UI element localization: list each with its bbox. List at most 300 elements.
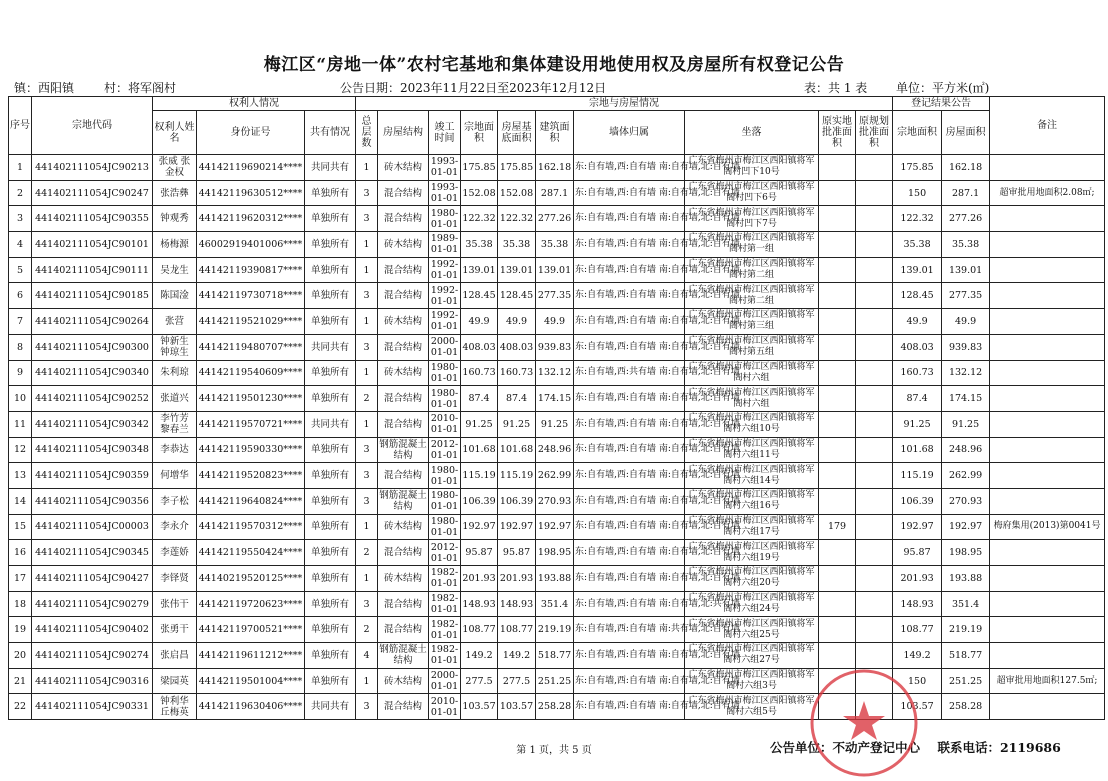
row-completion: 2012-01-01 [429, 437, 461, 463]
row-id-no: 44142119730718**** [197, 283, 305, 309]
row-structure: 混合结构 [378, 694, 429, 720]
row-floors: 3 [356, 591, 378, 617]
row-floors: 3 [356, 694, 378, 720]
row-remark [990, 155, 1105, 181]
row-owner-name: 李铎贤 [153, 566, 197, 592]
row-share: 共同共有 [305, 155, 356, 181]
row-floors: 2 [356, 386, 378, 412]
row-location: 广东省梅州市梅江区西阳镇将军阁村六组14号 [685, 463, 819, 489]
row-remark [990, 334, 1105, 360]
row-result-house: 251.25 [942, 668, 990, 694]
row-owner-name: 张勇干 [153, 617, 197, 643]
row-location: 广东省梅州市梅江区西阳镇将军阁村第二组 [685, 283, 819, 309]
row-base-area: 91.25 [498, 411, 536, 437]
row-owner-name: 何增华 [153, 463, 197, 489]
row-land-area: 108.77 [461, 617, 498, 643]
table-row [9, 206, 1105, 232]
table-row [9, 334, 1105, 360]
table-row [9, 643, 1105, 669]
row-parcel-code: 441402111054JC90264 [32, 309, 153, 335]
row-build-area: 91.25 [536, 411, 574, 437]
row-remark [990, 591, 1105, 617]
row-remark [990, 360, 1105, 386]
row-seq: 1 [9, 155, 32, 181]
row-floors: 4 [356, 643, 378, 669]
row-structure: 砖木结构 [378, 155, 429, 181]
row-structure: 混合结构 [378, 591, 429, 617]
row-parcel-code: 441402111054JC90247 [32, 180, 153, 206]
row-wall: 东:自有墙,西:自有墙 南:自有墙,北:自有墙 [574, 411, 685, 437]
row-structure: 砖木结构 [378, 566, 429, 592]
row-location: 广东省梅州市梅江区西阳镇将军阁村六组16号 [685, 488, 819, 514]
row-location: 广东省梅州市梅江区西阳镇将军阁村凹下7号 [685, 206, 819, 232]
row-result-land: 148.93 [893, 591, 942, 617]
row-orig-land: 179 [819, 514, 856, 540]
row-remark: 超审批用地面积127.5㎡; [990, 668, 1105, 694]
row-wall: 东:自有墙,西:自有墙 南:自有墙,北:自有墙 [574, 694, 685, 720]
header-result-group: 登记结果公告 [893, 97, 990, 111]
row-id-no: 44142119520823**** [197, 463, 305, 489]
header-share: 共有情况 [305, 111, 356, 155]
row-result-land: 108.77 [893, 617, 942, 643]
row-floors: 3 [356, 463, 378, 489]
row-parcel-code: 441402111054JC90427 [32, 566, 153, 592]
row-result-land: 49.9 [893, 309, 942, 335]
row-orig-plan [856, 257, 893, 283]
header-floors: 总层数 [356, 111, 378, 155]
row-completion: 2000-01-01 [429, 334, 461, 360]
row-base-area: 175.85 [498, 155, 536, 181]
row-share: 单独所有 [305, 232, 356, 258]
row-remark [990, 488, 1105, 514]
row-wall: 东:自有墙,西:自有墙 南:自有墙,北:自有墙 [574, 463, 685, 489]
row-id-no: 44142119540609**** [197, 360, 305, 386]
row-owner-name: 陈国淦 [153, 283, 197, 309]
row-result-land: 139.01 [893, 257, 942, 283]
row-land-area: 149.2 [461, 643, 498, 669]
row-orig-land [819, 180, 856, 206]
table-row [9, 488, 1105, 514]
row-result-house: 277.35 [942, 283, 990, 309]
row-result-house: 939.83 [942, 334, 990, 360]
row-base-area: 49.9 [498, 309, 536, 335]
row-result-land: 95.87 [893, 540, 942, 566]
row-result-land: 35.38 [893, 232, 942, 258]
footer-phone: 联系电话：2119686 [937, 740, 1061, 755]
row-owner-name: 张威 张金权 [153, 155, 197, 181]
row-floors: 3 [356, 206, 378, 232]
row-wall: 东:自有墙,西:自有墙 南:自有墙,北:自有墙 [574, 643, 685, 669]
row-share: 单独所有 [305, 514, 356, 540]
row-seq: 8 [9, 334, 32, 360]
header-seq: 序号 [9, 97, 32, 155]
row-share: 共同共有 [305, 411, 356, 437]
table-row [9, 617, 1105, 643]
row-orig-plan [856, 180, 893, 206]
header-orig-land: 原实地批准面积 [819, 111, 856, 155]
row-orig-land [819, 386, 856, 412]
row-orig-land [819, 309, 856, 335]
row-wall: 东:自有墙,西:自有墙 南:自有墙,北:共有墙 [574, 591, 685, 617]
row-id-no: 44142119640824**** [197, 488, 305, 514]
row-completion: 1992-01-01 [429, 257, 461, 283]
row-owner-name: 张浩彝 [153, 180, 197, 206]
row-wall: 东:自有墙,西:自有墙 南:自有墙,北:自有墙 [574, 488, 685, 514]
row-orig-plan [856, 283, 893, 309]
row-base-area: 139.01 [498, 257, 536, 283]
row-share: 单独所有 [305, 463, 356, 489]
row-location: 广东省梅州市梅江区西阳镇将军阁村六组3号 [685, 668, 819, 694]
row-build-area: 193.88 [536, 566, 574, 592]
row-id-no: 44142119570312**** [197, 514, 305, 540]
row-orig-land [819, 232, 856, 258]
meta-village: 村：将军阁村 [104, 81, 177, 95]
official-seal-stamp [808, 667, 920, 779]
row-floors: 1 [356, 155, 378, 181]
header-base-area: 房屋基底面积 [498, 111, 536, 155]
header-remark: 备注 [990, 97, 1105, 155]
header-build-area: 建筑面积 [536, 111, 574, 155]
row-parcel-code: 441402111054JC90252 [32, 386, 153, 412]
row-result-land: 201.93 [893, 566, 942, 592]
row-orig-land [819, 463, 856, 489]
row-result-house: 193.88 [942, 566, 990, 592]
row-result-house: 139.01 [942, 257, 990, 283]
row-orig-plan [856, 232, 893, 258]
row-land-area: 192.97 [461, 514, 498, 540]
row-completion: 2010-01-01 [429, 411, 461, 437]
meta-tables: 表：共 1 表 [804, 81, 868, 95]
row-wall: 东:自有墙,西:自有墙 南:自有墙,北:自有墙 [574, 155, 685, 181]
row-seq: 10 [9, 386, 32, 412]
row-result-land: 128.45 [893, 283, 942, 309]
row-orig-plan [856, 155, 893, 181]
row-result-house: 219.19 [942, 617, 990, 643]
row-seq: 12 [9, 437, 32, 463]
row-land-area: 91.25 [461, 411, 498, 437]
table-row [9, 694, 1105, 720]
row-id-no: 44142119390817**** [197, 257, 305, 283]
row-floors: 1 [356, 514, 378, 540]
row-share: 单独所有 [305, 283, 356, 309]
row-wall: 东:自有墙,西:自有墙 南:自有墙,北:自有墙 [574, 386, 685, 412]
row-seq: 18 [9, 591, 32, 617]
row-seq: 3 [9, 206, 32, 232]
row-result-land: 115.19 [893, 463, 942, 489]
table-row [9, 437, 1105, 463]
header-wall: 墙体归属 [574, 111, 685, 155]
row-remark [990, 309, 1105, 335]
row-parcel-code: 441402111054JC90111 [32, 257, 153, 283]
row-wall: 东:自有墙,西:共有墙 南:自有墙,北:自有墙 [574, 360, 685, 386]
row-id-no: 44142119590330**** [197, 437, 305, 463]
row-orig-plan [856, 411, 893, 437]
row-orig-land [819, 437, 856, 463]
row-structure: 砖木结构 [378, 514, 429, 540]
row-owner-name: 杨梅源 [153, 232, 197, 258]
row-land-area: 122.32 [461, 206, 498, 232]
row-parcel-code: 441402111054JC90185 [32, 283, 153, 309]
row-result-house: 198.95 [942, 540, 990, 566]
row-completion: 1980-01-01 [429, 488, 461, 514]
row-orig-plan [856, 643, 893, 669]
row-build-area: 132.12 [536, 360, 574, 386]
table-row [9, 386, 1105, 412]
row-result-land: 106.39 [893, 488, 942, 514]
row-land-area: 103.57 [461, 694, 498, 720]
row-owner-name: 李子松 [153, 488, 197, 514]
row-id-no: 44142119480707**** [197, 334, 305, 360]
meta-unit: 单位：平方米(㎡) [896, 81, 990, 95]
row-floors: 3 [356, 488, 378, 514]
row-owner-name: 李恭达 [153, 437, 197, 463]
row-base-area: 122.32 [498, 206, 536, 232]
row-share: 单独所有 [305, 360, 356, 386]
row-result-house: 91.25 [942, 411, 990, 437]
row-parcel-code: 441402111054JC90359 [32, 463, 153, 489]
row-result-house: 287.1 [942, 180, 990, 206]
row-structure: 砖木结构 [378, 668, 429, 694]
row-land-area: 408.03 [461, 334, 498, 360]
row-seq: 11 [9, 411, 32, 437]
row-result-land: 160.73 [893, 360, 942, 386]
row-result-house: 351.4 [942, 591, 990, 617]
row-build-area: 174.15 [536, 386, 574, 412]
page-title: 梅江区“房地一体”农村宅基地和集体建设用地使用权及房屋所有权登记公告 [263, 55, 845, 75]
row-owner-name: 张伟干 [153, 591, 197, 617]
row-seq: 17 [9, 566, 32, 592]
row-orig-plan [856, 617, 893, 643]
row-location: 广东省梅州市梅江区西阳镇将军阁村六组27号 [685, 643, 819, 669]
row-floors: 2 [356, 540, 378, 566]
row-orig-land [819, 206, 856, 232]
row-parcel-code: 441402111054JC90213 [32, 155, 153, 181]
row-floors: 3 [356, 180, 378, 206]
row-completion: 1982-01-01 [429, 643, 461, 669]
row-share: 单独所有 [305, 309, 356, 335]
row-floors: 1 [356, 309, 378, 335]
row-location: 广东省梅州市梅江区西阳镇将军阁村六组25号 [685, 617, 819, 643]
row-base-area: 106.39 [498, 488, 536, 514]
table-row [9, 540, 1105, 566]
row-remark [990, 411, 1105, 437]
row-base-area: 115.19 [498, 463, 536, 489]
table-row [9, 180, 1105, 206]
row-build-area: 287.1 [536, 180, 574, 206]
table-row [9, 232, 1105, 258]
row-orig-plan [856, 206, 893, 232]
row-base-area: 95.87 [498, 540, 536, 566]
row-floors: 2 [356, 617, 378, 643]
row-wall: 东:自有墙,西:自有墙 南:共有墙,北:自有墙 [574, 617, 685, 643]
row-floors: 3 [356, 334, 378, 360]
row-parcel-code: 441402111054JC90331 [32, 694, 153, 720]
row-share: 单独所有 [305, 591, 356, 617]
row-structure: 混合结构 [378, 617, 429, 643]
row-seq: 6 [9, 283, 32, 309]
row-id-no: 44142119700521**** [197, 617, 305, 643]
row-share: 单独所有 [305, 617, 356, 643]
row-share: 单独所有 [305, 668, 356, 694]
row-orig-land [819, 566, 856, 592]
footer-unit: 公告单位：不动产登记中心 [770, 740, 921, 755]
row-orig-plan [856, 591, 893, 617]
row-wall: 东:自有墙,西:自有墙 南:自有墙,北:自有墙 [574, 566, 685, 592]
row-result-house: 258.28 [942, 694, 990, 720]
row-owner-name: 朱利琼 [153, 360, 197, 386]
row-remark [990, 257, 1105, 283]
row-result-house: 174.15 [942, 386, 990, 412]
row-wall: 东:自有墙,西:自有墙 南:自有墙,北:自有墙 [574, 257, 685, 283]
row-parcel-code: 441402111054JC90348 [32, 437, 153, 463]
row-structure: 混合结构 [378, 411, 429, 437]
row-owner-name: 李莲娇 [153, 540, 197, 566]
row-structure: 混合结构 [378, 257, 429, 283]
row-parcel-code: 441402111054JC90345 [32, 540, 153, 566]
row-id-no: 44142119611212**** [197, 643, 305, 669]
table-row [9, 360, 1105, 386]
row-orig-plan [856, 514, 893, 540]
row-location: 广东省梅州市梅江区西阳镇将军阁村第二组 [685, 257, 819, 283]
row-completion: 1980-01-01 [429, 386, 461, 412]
row-id-no: 44142119550424**** [197, 540, 305, 566]
row-owner-name: 吴龙生 [153, 257, 197, 283]
row-structure: 混合结构 [378, 386, 429, 412]
row-seq: 7 [9, 309, 32, 335]
row-remark: 梅府集用(2013)第0041号 [990, 514, 1105, 540]
row-land-area: 87.4 [461, 386, 498, 412]
row-land-area: 152.08 [461, 180, 498, 206]
row-base-area: 101.68 [498, 437, 536, 463]
row-completion: 1980-01-01 [429, 206, 461, 232]
row-share: 单独所有 [305, 386, 356, 412]
row-completion: 1992-01-01 [429, 283, 461, 309]
row-floors: 1 [356, 411, 378, 437]
row-orig-land [819, 155, 856, 181]
row-orig-land [819, 643, 856, 669]
header-orig-plan: 原规划批准面积 [856, 111, 893, 155]
header-result-land: 宗地面积 [893, 111, 942, 155]
row-orig-land [819, 411, 856, 437]
row-remark [990, 566, 1105, 592]
row-structure: 钢筋混凝土结构 [379, 490, 427, 513]
row-floors: 1 [356, 566, 378, 592]
table-row [9, 411, 1105, 437]
row-result-land: 150 [893, 180, 942, 206]
row-share: 单独所有 [305, 643, 356, 669]
row-land-area: 201.93 [461, 566, 498, 592]
row-structure: 钢筋混凝土结构 [379, 644, 427, 667]
row-orig-plan [856, 540, 893, 566]
row-orig-land [819, 488, 856, 514]
row-build-area: 262.99 [536, 463, 574, 489]
row-seq: 2 [9, 180, 32, 206]
row-parcel-code: 441402111054JC90340 [32, 360, 153, 386]
row-land-area: 101.68 [461, 437, 498, 463]
row-floors: 1 [356, 360, 378, 386]
row-result-house: 192.97 [942, 514, 990, 540]
row-build-area: 198.95 [536, 540, 574, 566]
row-orig-plan [856, 566, 893, 592]
row-floors: 3 [356, 437, 378, 463]
row-structure: 砖木结构 [378, 309, 429, 335]
row-completion: 1980-01-01 [429, 463, 461, 489]
row-result-house: 270.93 [942, 488, 990, 514]
row-wall: 东:自有墙,西:自有墙 南:自有墙,北:自有墙 [574, 180, 685, 206]
row-build-area: 35.38 [536, 232, 574, 258]
row-structure: 混合结构 [378, 283, 429, 309]
row-share: 单独所有 [305, 180, 356, 206]
row-build-area: 219.19 [536, 617, 574, 643]
row-parcel-code: 441402111054JC00003 [32, 514, 153, 540]
row-result-land: 150 [893, 668, 942, 694]
row-completion: 1989-01-01 [429, 232, 461, 258]
row-orig-plan [856, 488, 893, 514]
row-result-land: 103.57 [893, 694, 942, 720]
row-build-area: 277.26 [536, 206, 574, 232]
row-share: 单独所有 [305, 257, 356, 283]
row-wall: 东:自有墙,西:自有墙 南:自有墙,北:自有墙 [574, 540, 685, 566]
row-location: 广东省梅州市梅江区西阳镇将军阁村六组17号 [685, 514, 819, 540]
row-result-house: 277.26 [942, 206, 990, 232]
row-build-area: 251.25 [536, 668, 574, 694]
header-land-area: 宗地面积 [461, 111, 498, 155]
row-seq: 15 [9, 514, 32, 540]
row-location: 广东省梅州市梅江区西阳镇将军阁村六组24号 [685, 591, 819, 617]
header-result-house: 房屋面积 [942, 111, 990, 155]
row-owner-name: 李竹芳 黎春兰 [153, 411, 197, 437]
row-completion: 2010-01-01 [429, 694, 461, 720]
row-owner-name: 钟观秀 [153, 206, 197, 232]
row-base-area: 149.2 [498, 643, 536, 669]
row-result-house: 132.12 [942, 360, 990, 386]
row-result-land: 175.85 [893, 155, 942, 181]
row-structure: 钢筋混凝土结构 [379, 438, 427, 461]
table-row [9, 309, 1105, 335]
row-completion: 2012-01-01 [429, 540, 461, 566]
row-floors: 1 [356, 232, 378, 258]
row-wall: 东:自有墙,西:自有墙 南:自有墙,北:自有墙 [574, 514, 685, 540]
row-land-area: 95.87 [461, 540, 498, 566]
table-row [9, 668, 1105, 694]
row-structure: 混合结构 [378, 334, 429, 360]
row-location: 广东省梅州市梅江区西阳镇将军阁村六组 [685, 360, 819, 386]
row-base-area: 152.08 [498, 180, 536, 206]
row-orig-plan [856, 309, 893, 335]
row-wall: 东:自有墙,西:自有墙 南:自有墙,北:自有墙 [574, 206, 685, 232]
row-id-no: 44142119630512**** [197, 180, 305, 206]
row-land-area: 106.39 [461, 488, 498, 514]
row-parcel-code: 441402111054JC90274 [32, 643, 153, 669]
row-parcel-code: 441402111054JC90316 [32, 668, 153, 694]
row-seq: 20 [9, 643, 32, 669]
row-location: 广东省梅州市梅江区西阳镇将军阁村凹下6号 [685, 180, 819, 206]
row-completion: 1982-01-01 [429, 566, 461, 592]
row-parcel-code: 441402111054JC90355 [32, 206, 153, 232]
row-remark [990, 643, 1105, 669]
row-location: 广东省梅州市梅江区西阳镇将军阁村六组10号 [685, 411, 819, 437]
row-id-no: 44142119570721**** [197, 411, 305, 437]
meta-date: 公告日期：2023年11月22日至2023年12月12日 [340, 81, 607, 95]
row-owner-name: 梁园英 [153, 668, 197, 694]
row-base-area: 408.03 [498, 334, 536, 360]
row-land-area: 115.19 [461, 463, 498, 489]
row-base-area: 35.38 [498, 232, 536, 258]
row-parcel-code: 441402111054JC90300 [32, 334, 153, 360]
row-seq: 13 [9, 463, 32, 489]
row-share: 单独所有 [305, 488, 356, 514]
row-land-area: 160.73 [461, 360, 498, 386]
